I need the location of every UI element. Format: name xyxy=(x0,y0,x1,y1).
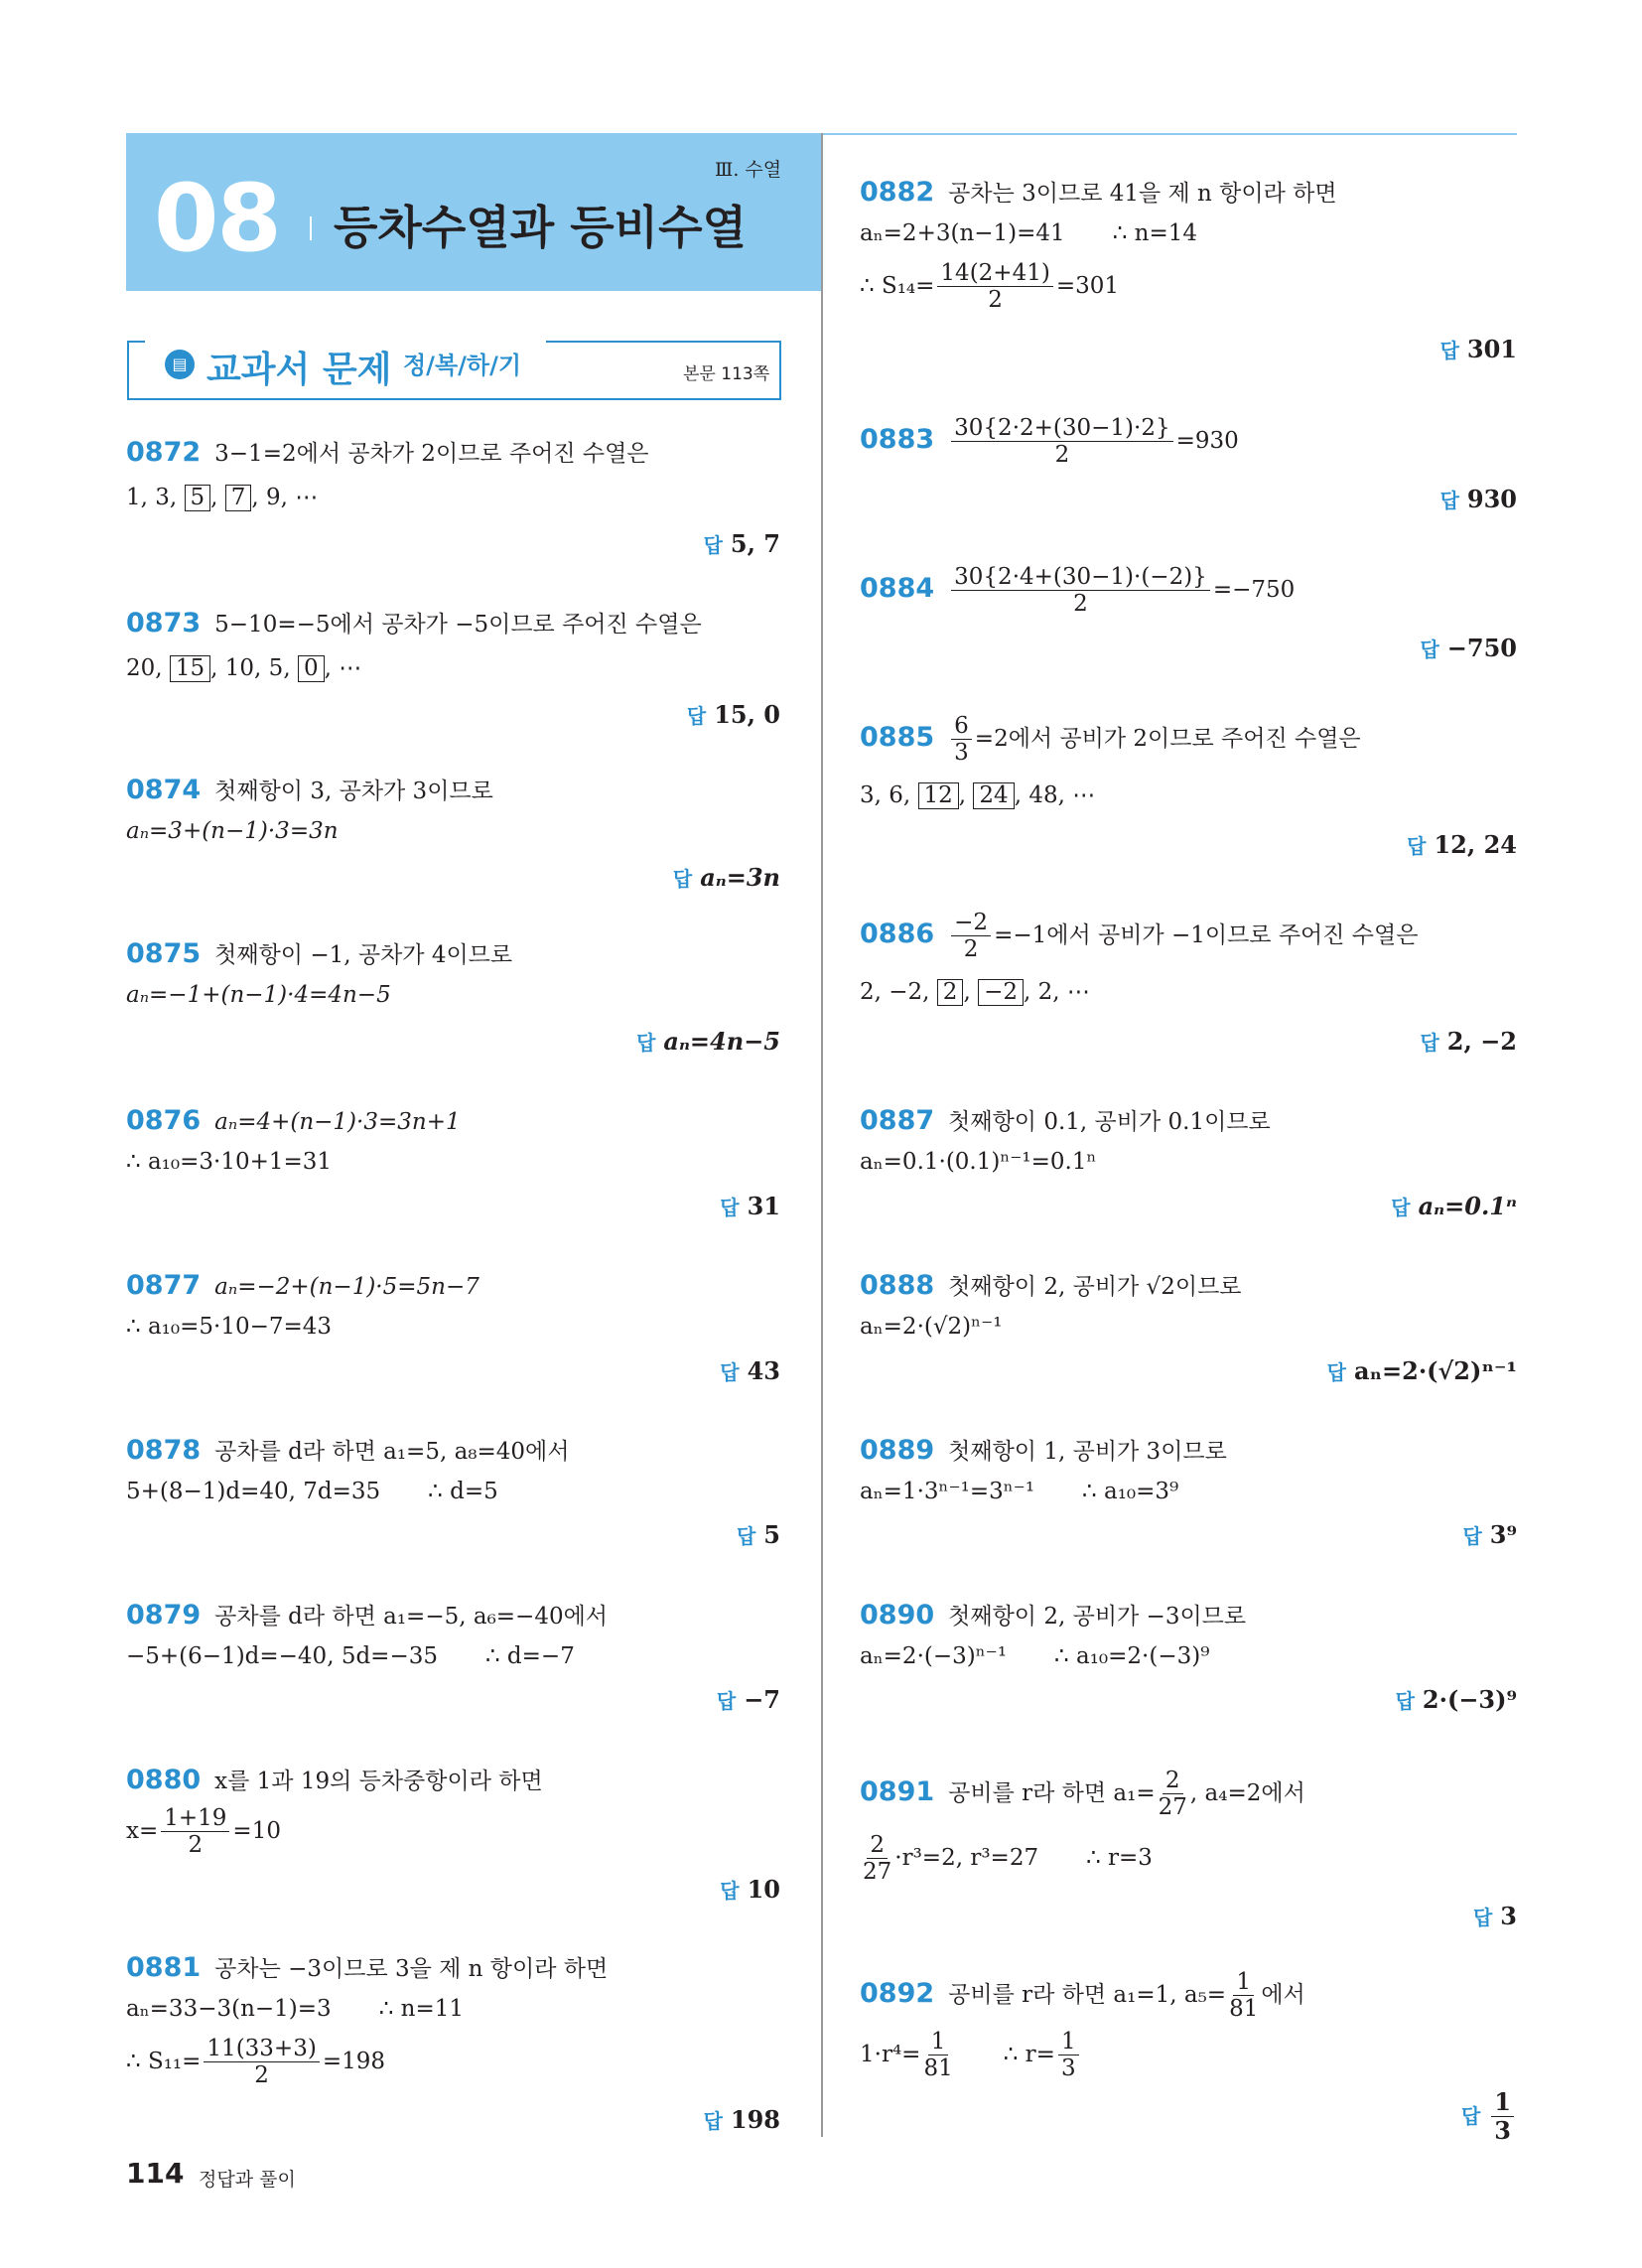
problem-0891-formula xyxy=(860,1832,1153,1886)
problem-number: 0891 xyxy=(860,1775,935,1807)
answer-value: 198 xyxy=(730,2105,780,2134)
problem-0873-sequence xyxy=(126,655,361,683)
problem-0875-formula: aₙ=−1+(n−1)·4=4n−5 xyxy=(126,982,391,1008)
fraction xyxy=(1229,1969,1258,2023)
answer-0877 xyxy=(720,1356,780,1385)
separator: , xyxy=(210,485,218,510)
denominator: 3 xyxy=(1494,2115,1511,2145)
problem-number: 0892 xyxy=(860,1977,935,2009)
formula-text: aₙ=33−3(n−1)=3 xyxy=(126,1996,332,2022)
problem-0875 xyxy=(126,938,512,970)
problem-number: 0885 xyxy=(860,721,935,753)
answer-0872 xyxy=(704,529,780,558)
formula-rhs: =198 xyxy=(322,2048,385,2074)
problem-0891 xyxy=(860,1768,1305,1821)
problem-text: 공차는 3이므로 41을 제 n 항이라 하면 xyxy=(948,181,1337,207)
answer-0882 xyxy=(1440,335,1517,363)
answer-value: 10 xyxy=(747,1875,780,1904)
fraction xyxy=(1058,2029,1079,2082)
problem-number: 0877 xyxy=(126,1270,202,1301)
fraction xyxy=(951,713,972,767)
fraction xyxy=(951,910,991,963)
problem-number: 0875 xyxy=(126,938,202,969)
answer-label: 답 xyxy=(716,1689,737,1713)
frame-top-right xyxy=(546,341,779,343)
answer-0887 xyxy=(1391,1192,1517,1220)
answer-label: 답 xyxy=(1439,489,1459,512)
answer-0885 xyxy=(1407,830,1517,859)
chapter-number: 08 xyxy=(154,165,280,273)
formula-result: ∴ r=3 xyxy=(1086,1844,1153,1871)
sequence-text: 3, 6, xyxy=(860,782,911,808)
problem-0873 xyxy=(126,608,702,639)
denominator: 27 xyxy=(863,1859,892,1886)
answer-label: 답 xyxy=(720,1879,740,1903)
problem-0876 xyxy=(126,1105,461,1137)
fraction xyxy=(863,1832,891,1886)
answer-value: aₙ=4n−5 xyxy=(663,1027,780,1056)
fraction xyxy=(204,2036,319,2089)
answer-label: 답 xyxy=(1439,339,1459,362)
answer-value: 5 xyxy=(763,1520,780,1549)
problem-0877-formula: ∴ a₁₀=5·10−7=43 xyxy=(126,1314,333,1340)
problem-0876-formula: ∴ a₁₀=3·10+1=31 xyxy=(126,1149,333,1175)
answer-0891 xyxy=(1473,1902,1517,1930)
problem-number: 0884 xyxy=(860,572,935,604)
answer-value: −7 xyxy=(744,1685,780,1714)
page-reference: 본문 113쪽 xyxy=(683,364,770,384)
problem-0882 xyxy=(860,177,1337,209)
numerator: 30{2·4+(30−1)·(−2)} xyxy=(951,564,1210,591)
problem-0885-sequence xyxy=(860,782,1095,810)
problem-0874-formula: aₙ=3+(n−1)·3=3n xyxy=(126,818,339,844)
boxed-value: −2 xyxy=(978,979,1024,1006)
problem-0884 xyxy=(860,564,1295,618)
formula-rhs: =301 xyxy=(1055,272,1119,299)
answer-0873 xyxy=(687,700,780,729)
problem-text: 첫째항이 0.1, 공비가 0.1이므로 xyxy=(948,1109,1271,1135)
answer-label: 답 xyxy=(636,1031,656,1055)
answer-value: 301 xyxy=(1466,335,1517,363)
formula-result: ∴ a₁₀=3⁹ xyxy=(1082,1479,1179,1504)
formula-text: aₙ=2+3(n−1)=41 xyxy=(860,220,1065,246)
problem-0880-formula xyxy=(126,1805,281,1859)
sequence-text: , 10, 5, xyxy=(210,655,291,681)
problem-0892-formula xyxy=(860,2029,1082,2082)
problem-number: 0878 xyxy=(126,1435,202,1466)
numerator: 11(33+3) xyxy=(204,2036,319,2062)
page-number: 114 xyxy=(126,2157,185,2190)
formula-lhs: x= xyxy=(126,1817,159,1844)
denominator: 2 xyxy=(1073,591,1088,618)
fraction xyxy=(923,2029,952,2082)
denominator: 81 xyxy=(923,2055,953,2082)
problem-text: 첫째항이 2, 공비가 −3이므로 xyxy=(948,1604,1247,1630)
answer-value: 12, 24 xyxy=(1434,830,1517,859)
chapter-title: 등차수열과 등비수열 xyxy=(334,201,747,254)
separator: , xyxy=(963,979,971,1005)
problem-number: 0889 xyxy=(860,1435,935,1466)
problem-0890-formula xyxy=(860,1643,1209,1671)
problem-0888-formula: aₙ=2·(√2)ⁿ⁻¹ xyxy=(860,1314,1003,1340)
formula-rhs: =10 xyxy=(232,1817,281,1844)
denominator: 3 xyxy=(1060,2055,1076,2082)
answer-label: 답 xyxy=(720,1360,740,1384)
fraction xyxy=(161,1805,229,1859)
numerator: 6 xyxy=(951,713,972,740)
answer-label: 답 xyxy=(672,867,693,891)
answer-value: −750 xyxy=(1446,634,1517,662)
formula-result: ∴ n=11 xyxy=(378,1996,464,2022)
formula-lhs: ∴ S₁₄= xyxy=(860,272,935,299)
problem-0881 xyxy=(126,1952,608,1984)
problem-number: 0886 xyxy=(860,918,935,949)
separator: , xyxy=(958,782,967,808)
sequence-text: 1, 3, xyxy=(126,485,178,510)
problem-0892 xyxy=(860,1969,1305,2023)
problem-0878 xyxy=(126,1435,570,1467)
answer-0884 xyxy=(1420,634,1517,662)
problem-0880 xyxy=(126,1765,543,1796)
numerator: 1 xyxy=(928,2029,949,2055)
problem-0879 xyxy=(126,1600,608,1631)
numerator: 30{2·2+(30−1)·2} xyxy=(951,415,1172,442)
answer-label: 답 xyxy=(1407,834,1427,858)
answer-value: 930 xyxy=(1466,485,1517,513)
problem-text: aₙ=4+(n−1)·3=3n+1 xyxy=(214,1109,461,1135)
problem-0888 xyxy=(860,1270,1242,1302)
problem-text: 첫째항이 1, 공비가 3이므로 xyxy=(948,1439,1227,1465)
fraction xyxy=(951,415,1172,469)
problem-0885 xyxy=(860,713,1361,767)
answer-fraction xyxy=(1491,2088,1514,2144)
denominator: 2 xyxy=(1054,442,1070,469)
problem-0887-formula: aₙ=0.1·(0.1)ⁿ⁻¹=0.1ⁿ xyxy=(860,1149,1097,1175)
problem-0883 xyxy=(860,415,1239,469)
problem-0874 xyxy=(126,775,493,806)
fraction xyxy=(951,564,1210,618)
footer-label: 정답과 풀이 xyxy=(199,2169,296,2191)
sequence-text: , ⋯ xyxy=(324,655,362,681)
problem-text: 첫째항이 3, 공차가 3이므로 xyxy=(214,779,493,804)
problem-0882-sum xyxy=(860,260,1119,314)
answer-0892 xyxy=(1461,2088,1517,2144)
numerator: 2 xyxy=(867,1832,888,1859)
problem-text: x를 1과 19의 등차중항이라 하면 xyxy=(214,1769,543,1794)
formula-result: ∴ r= xyxy=(1003,2041,1055,2067)
problem-text: =2에서 공비가 2이므로 주어진 수열은 xyxy=(974,725,1361,752)
sequence-text: , 48, ⋯ xyxy=(1014,782,1096,808)
formula-text: ·r³=2, r³=27 xyxy=(894,1844,1039,1871)
column-divider xyxy=(821,133,823,2137)
denominator: 2 xyxy=(988,287,1003,314)
answer-0890 xyxy=(1396,1685,1517,1714)
fraction xyxy=(937,260,1052,314)
denominator: 81 xyxy=(1229,1996,1259,2023)
problem-number: 0873 xyxy=(126,608,202,638)
answer-value: 2, −2 xyxy=(1446,1027,1517,1056)
problem-number: 0888 xyxy=(860,1270,935,1301)
top-rule xyxy=(822,133,1517,135)
answer-value: aₙ=0.1ⁿ xyxy=(1418,1192,1517,1220)
answer-label: 답 xyxy=(1420,1031,1439,1055)
denominator: 2 xyxy=(254,2062,269,2089)
boxed-value: 5 xyxy=(185,485,211,511)
problem-0887 xyxy=(860,1105,1271,1137)
numerator: −2 xyxy=(951,910,991,936)
problem-0886-sequence xyxy=(860,979,1090,1007)
formula-text: 5+(8−1)d=40, 7d=35 xyxy=(126,1479,381,1504)
answer-label: 답 xyxy=(736,1524,756,1548)
sequence-text: 2, −2, xyxy=(860,979,930,1005)
problem-number: 0876 xyxy=(126,1105,202,1136)
answer-0881 xyxy=(704,2105,780,2134)
answer-label: 답 xyxy=(1395,1689,1415,1713)
answer-label: 답 xyxy=(703,2109,723,2133)
problem-0889-formula xyxy=(860,1479,1178,1506)
problem-0882-formula xyxy=(860,220,1197,248)
formula-text: −5+(6−1)d=−40, 5d=−35 xyxy=(126,1643,438,1669)
problem-number: 0881 xyxy=(126,1952,202,1983)
formula-rhs: =930 xyxy=(1175,427,1239,454)
boxed-value: 0 xyxy=(298,655,325,682)
answer-label: 답 xyxy=(1391,1196,1411,1219)
problem-text: aₙ=−2+(n−1)·5=5n−7 xyxy=(214,1274,479,1300)
problem-text: 공차를 d라 하면 a₁=5, a₈=40에서 xyxy=(214,1439,570,1465)
numerator: 2 xyxy=(1163,1768,1183,1794)
answer-label: 답 xyxy=(1326,1360,1346,1384)
answer-0886 xyxy=(1420,1027,1517,1056)
numerator: 1 xyxy=(1233,1969,1254,1996)
formula-result: ∴ a₁₀=2·(−3)⁹ xyxy=(1054,1643,1210,1669)
numerator: 1 xyxy=(1491,2088,1514,2117)
answer-value: 3⁹ xyxy=(1489,1520,1517,1549)
textbook-subtitle: 정/복/하/기 xyxy=(403,352,522,379)
problem-text: =−1에서 공비가 −1이므로 주어진 수열은 xyxy=(994,921,1419,948)
problem-number: 0883 xyxy=(860,423,935,455)
section-tag: Ⅲ. 수열 xyxy=(715,159,782,181)
problem-number: 0879 xyxy=(126,1600,202,1630)
denominator: 2 xyxy=(188,1832,204,1859)
problem-0886 xyxy=(860,910,1418,963)
answer-0883 xyxy=(1440,485,1517,513)
problem-text: 첫째항이 2, 공비가 √2이므로 xyxy=(948,1274,1242,1300)
problem-number: 0872 xyxy=(126,437,202,468)
chapter-divider xyxy=(310,216,312,240)
textbook-title: 교과서 문제 xyxy=(206,350,392,390)
answer-label: 답 xyxy=(1462,1524,1482,1548)
sequence-text: 20, xyxy=(126,655,163,681)
numerator: 14(2+41) xyxy=(937,260,1052,287)
answer-0888 xyxy=(1327,1356,1517,1385)
problem-text: 5−10=−5에서 공차가 −5이므로 주어진 수열은 xyxy=(214,612,702,638)
problem-text: 에서 xyxy=(1261,1981,1305,2008)
boxed-value: 7 xyxy=(225,485,252,511)
problem-0881-formula xyxy=(126,1996,464,2024)
problem-0877 xyxy=(126,1270,479,1302)
answer-value: 43 xyxy=(747,1356,780,1385)
problem-text: , a₄=2에서 xyxy=(1189,1779,1305,1806)
problem-0878-formula xyxy=(126,1479,498,1506)
problem-number: 0880 xyxy=(126,1765,202,1795)
problem-number: 0887 xyxy=(860,1105,935,1136)
formula-rhs: =−750 xyxy=(1212,576,1296,603)
answer-0878 xyxy=(737,1520,780,1549)
problem-number: 0874 xyxy=(126,775,202,805)
problem-0890 xyxy=(860,1600,1246,1631)
answer-label: 답 xyxy=(1420,638,1439,661)
answer-0874 xyxy=(673,863,780,892)
answer-value: 3 xyxy=(1500,1902,1517,1930)
answer-label: 답 xyxy=(686,704,707,728)
answer-value: aₙ=3n xyxy=(700,863,780,892)
formula-result: ∴ n=14 xyxy=(1112,220,1197,246)
formula-result: ∴ d=5 xyxy=(428,1479,498,1504)
answer-value: 31 xyxy=(747,1192,780,1220)
answer-label: 답 xyxy=(1460,2103,1481,2128)
answer-label: 답 xyxy=(720,1196,740,1219)
answer-value: 15, 0 xyxy=(714,700,780,729)
problem-0872-sequence xyxy=(126,485,318,512)
formula-lhs: 1·r⁴= xyxy=(860,2041,921,2067)
answer-0875 xyxy=(636,1027,780,1056)
formula-text: aₙ=1·3ⁿ⁻¹=3ⁿ⁻¹ xyxy=(860,1479,1035,1504)
answer-label: 답 xyxy=(1472,1906,1493,1929)
problem-text: 공비를 r라 하면 a₁= xyxy=(948,1779,1156,1806)
problem-text: 공차는 −3이므로 3을 제 n 항이라 하면 xyxy=(214,1956,609,1982)
boxed-value: 15 xyxy=(170,655,210,682)
answer-label: 답 xyxy=(703,533,723,557)
problem-number: 0882 xyxy=(860,177,935,208)
sequence-text: , 9, ⋯ xyxy=(251,485,319,510)
boxed-value: 12 xyxy=(918,782,959,809)
problem-number: 0890 xyxy=(860,1600,935,1630)
answer-value: 5, 7 xyxy=(730,529,780,558)
problem-text: 공비를 r라 하면 a₁=1, a₅= xyxy=(948,1981,1227,2008)
denominator: 2 xyxy=(963,936,979,963)
denominator: 27 xyxy=(1158,1794,1187,1821)
numerator: 1+19 xyxy=(161,1805,229,1832)
boxed-value: 2 xyxy=(937,979,964,1006)
fraction xyxy=(1159,1768,1187,1821)
answer-0876 xyxy=(720,1192,780,1220)
answer-value: aₙ=2·(√2)ⁿ⁻¹ xyxy=(1354,1356,1517,1385)
answer-0880 xyxy=(720,1875,780,1904)
formula-text: aₙ=2·(−3)ⁿ⁻¹ xyxy=(860,1643,1008,1669)
problem-0879-formula xyxy=(126,1643,575,1671)
formula-result: ∴ d=−7 xyxy=(484,1643,575,1669)
problem-text: 공차를 d라 하면 a₁=−5, a₆=−40에서 xyxy=(214,1604,609,1630)
numerator: 1 xyxy=(1058,2029,1079,2055)
answer-0879 xyxy=(717,1685,780,1714)
problem-0881-sum xyxy=(126,2036,385,2089)
problem-0889 xyxy=(860,1435,1227,1467)
answer-value: 2·(−3)⁹ xyxy=(1422,1685,1517,1714)
frame-top-left xyxy=(127,341,145,343)
sequence-text: , 2, ⋯ xyxy=(1023,979,1090,1005)
boxed-value: 24 xyxy=(973,782,1014,809)
problem-0872 xyxy=(126,437,649,469)
problem-text: 첫째항이 −1, 공차가 4이므로 xyxy=(214,942,513,968)
denominator: 3 xyxy=(954,740,969,767)
formula-lhs: ∴ S₁₁= xyxy=(126,2048,202,2074)
answer-0889 xyxy=(1462,1520,1517,1549)
book-icon: ▤ xyxy=(165,350,195,379)
problem-text: 3−1=2에서 공차가 2이므로 주어진 수열은 xyxy=(214,441,649,467)
